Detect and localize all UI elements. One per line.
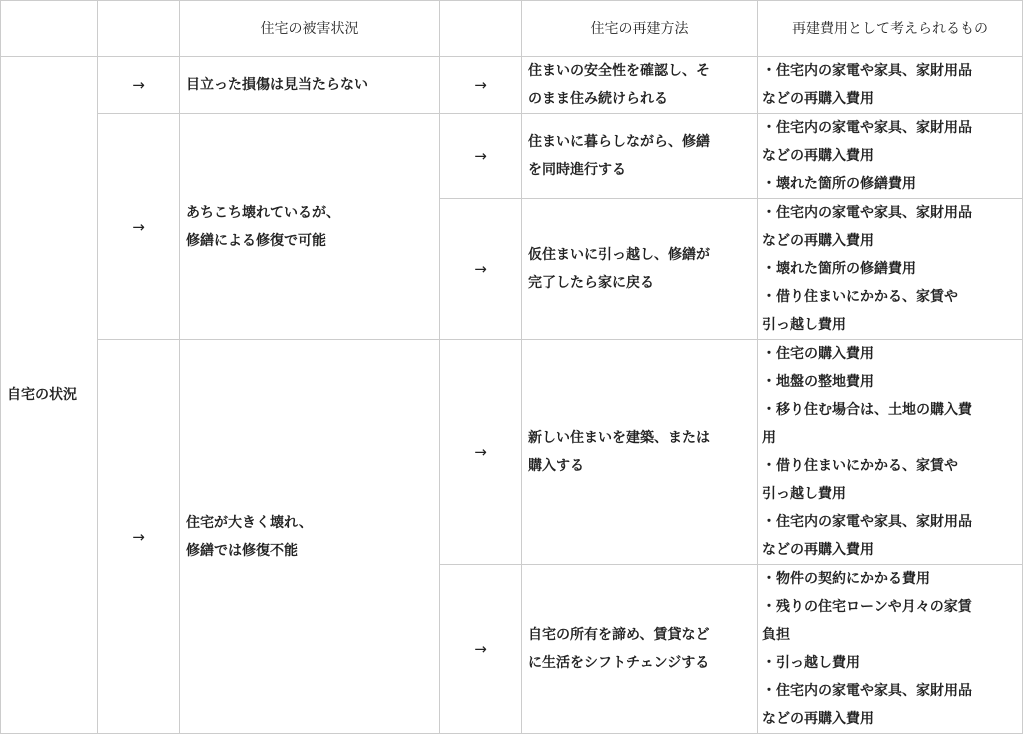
cost-4-line-4: 用: [762, 430, 776, 446]
cost-3: [758, 199, 1023, 340]
method-3-line-1: 仮住まいに引っ越し、修繕が: [528, 247, 710, 263]
damage-minor: [180, 57, 440, 114]
damage-severe-line-2: 修繕では修復不能: [186, 542, 298, 559]
header-rebuild-costs: 再建費用として考えられるもの: [758, 1, 1023, 57]
method-4-line-2: 購入する: [528, 458, 584, 474]
cost-1-line-2: などの再購入費用: [762, 91, 874, 107]
method-2-line-1: 住まいに暮らしながら、修繕: [528, 134, 710, 150]
cost-3-line-4: ・借り住まいにかかる、家賃や: [762, 289, 958, 305]
header-cell-empty-2: [98, 1, 180, 57]
cost-3-line-2: などの再購入費用: [762, 233, 874, 249]
cost-5-line-1: ・物件の契約にかかる費用: [762, 571, 930, 587]
arrow-method-1: →: [440, 57, 522, 114]
cost-3-line-3: ・壊れた箇所の修繕費用: [762, 261, 916, 277]
cost-4-line-3: ・移り住む場合は、土地の購入費: [762, 402, 972, 418]
arrow-damage-minor: →: [98, 57, 180, 114]
header-cell-empty-1: [1, 1, 98, 57]
method-4-line-1: 新しい住まいを建築、または: [528, 430, 710, 446]
cost-3-line-5: 引っ越し費用: [762, 317, 846, 333]
method-1-line-1: 住まいの安全性を確認し、そ: [528, 63, 710, 79]
cost-1: [758, 57, 1023, 114]
header-damage-status: 住宅の被害状況: [180, 1, 440, 57]
method-1-line-2: のまま住み続けられる: [528, 91, 668, 107]
cost-2: [758, 114, 1023, 199]
arrow-method-5: →: [440, 565, 522, 734]
method-5-line-1: 自宅の所有を諦め、賃貸など: [528, 627, 710, 643]
cost-4-line-7: ・住宅内の家電や家具、家財用品: [762, 514, 972, 530]
method-2: [522, 114, 758, 199]
table-row: [1, 340, 1023, 565]
home-situation-label: 自宅の状況: [1, 57, 98, 734]
method-4: [522, 340, 758, 565]
cost-5-line-6: などの再購入費用: [762, 711, 874, 727]
cost-4-line-2: ・地盤の整地費用: [762, 374, 874, 390]
arrow-damage-severe: →: [98, 340, 180, 734]
cost-4-line-1: ・住宅の購入費用: [762, 346, 874, 362]
cost-5-line-3: 負担: [762, 627, 790, 643]
damage-repairable-line-1: あちこち壊れているが、: [186, 204, 340, 221]
cost-4-line-8: などの再購入費用: [762, 542, 874, 558]
arrow-method-3: →: [440, 199, 522, 340]
cost-2-line-3: ・壊れた箇所の修繕費用: [762, 176, 916, 192]
cost-5-line-5: ・住宅内の家電や家具、家財用品: [762, 683, 972, 699]
damage-repairable-line-2: 修繕による修復で可能: [186, 232, 326, 249]
header-row: [1, 1, 1023, 57]
cost-2-line-2: などの再購入費用: [762, 148, 874, 164]
damage-minor-line: 目立った損傷は見当たらない: [186, 77, 368, 93]
header-cell-empty-3: [440, 1, 522, 57]
header-rebuild-method: 住宅の再建方法: [522, 1, 758, 57]
cost-5-line-4: ・引っ越し費用: [762, 655, 860, 671]
method-2-line-2: を同時進行する: [528, 162, 626, 178]
method-5: [522, 565, 758, 734]
arrow-method-2: →: [440, 114, 522, 199]
table-row: [1, 114, 1023, 199]
method-1: [522, 57, 758, 114]
cost-5: [758, 565, 1023, 734]
arrow-method-4: →: [440, 340, 522, 565]
damage-severe: [180, 340, 440, 734]
cost-4: [758, 340, 1023, 565]
cost-5-line-2: ・残りの住宅ローンや月々の家賃: [762, 599, 972, 615]
arrow-damage-repairable: →: [98, 114, 180, 340]
cost-4-line-6: 引っ越し費用: [762, 486, 846, 502]
cost-1-line-1: ・住宅内の家電や家具、家財用品: [762, 63, 972, 79]
table-row: [1, 57, 1023, 114]
cost-4-line-5: ・借り住まいにかかる、家賃や: [762, 458, 958, 474]
method-3: [522, 199, 758, 340]
cost-2-line-1: ・住宅内の家電や家具、家財用品: [762, 120, 972, 136]
method-3-line-2: 完了したら家に戻る: [528, 275, 654, 291]
method-5-line-2: に生活をシフトチェンジする: [528, 655, 710, 671]
damage-repairable: [180, 114, 440, 340]
cost-3-line-1: ・住宅内の家電や家具、家財用品: [762, 205, 972, 221]
damage-severe-line-1: 住宅が大きく壊れ、: [186, 514, 313, 531]
